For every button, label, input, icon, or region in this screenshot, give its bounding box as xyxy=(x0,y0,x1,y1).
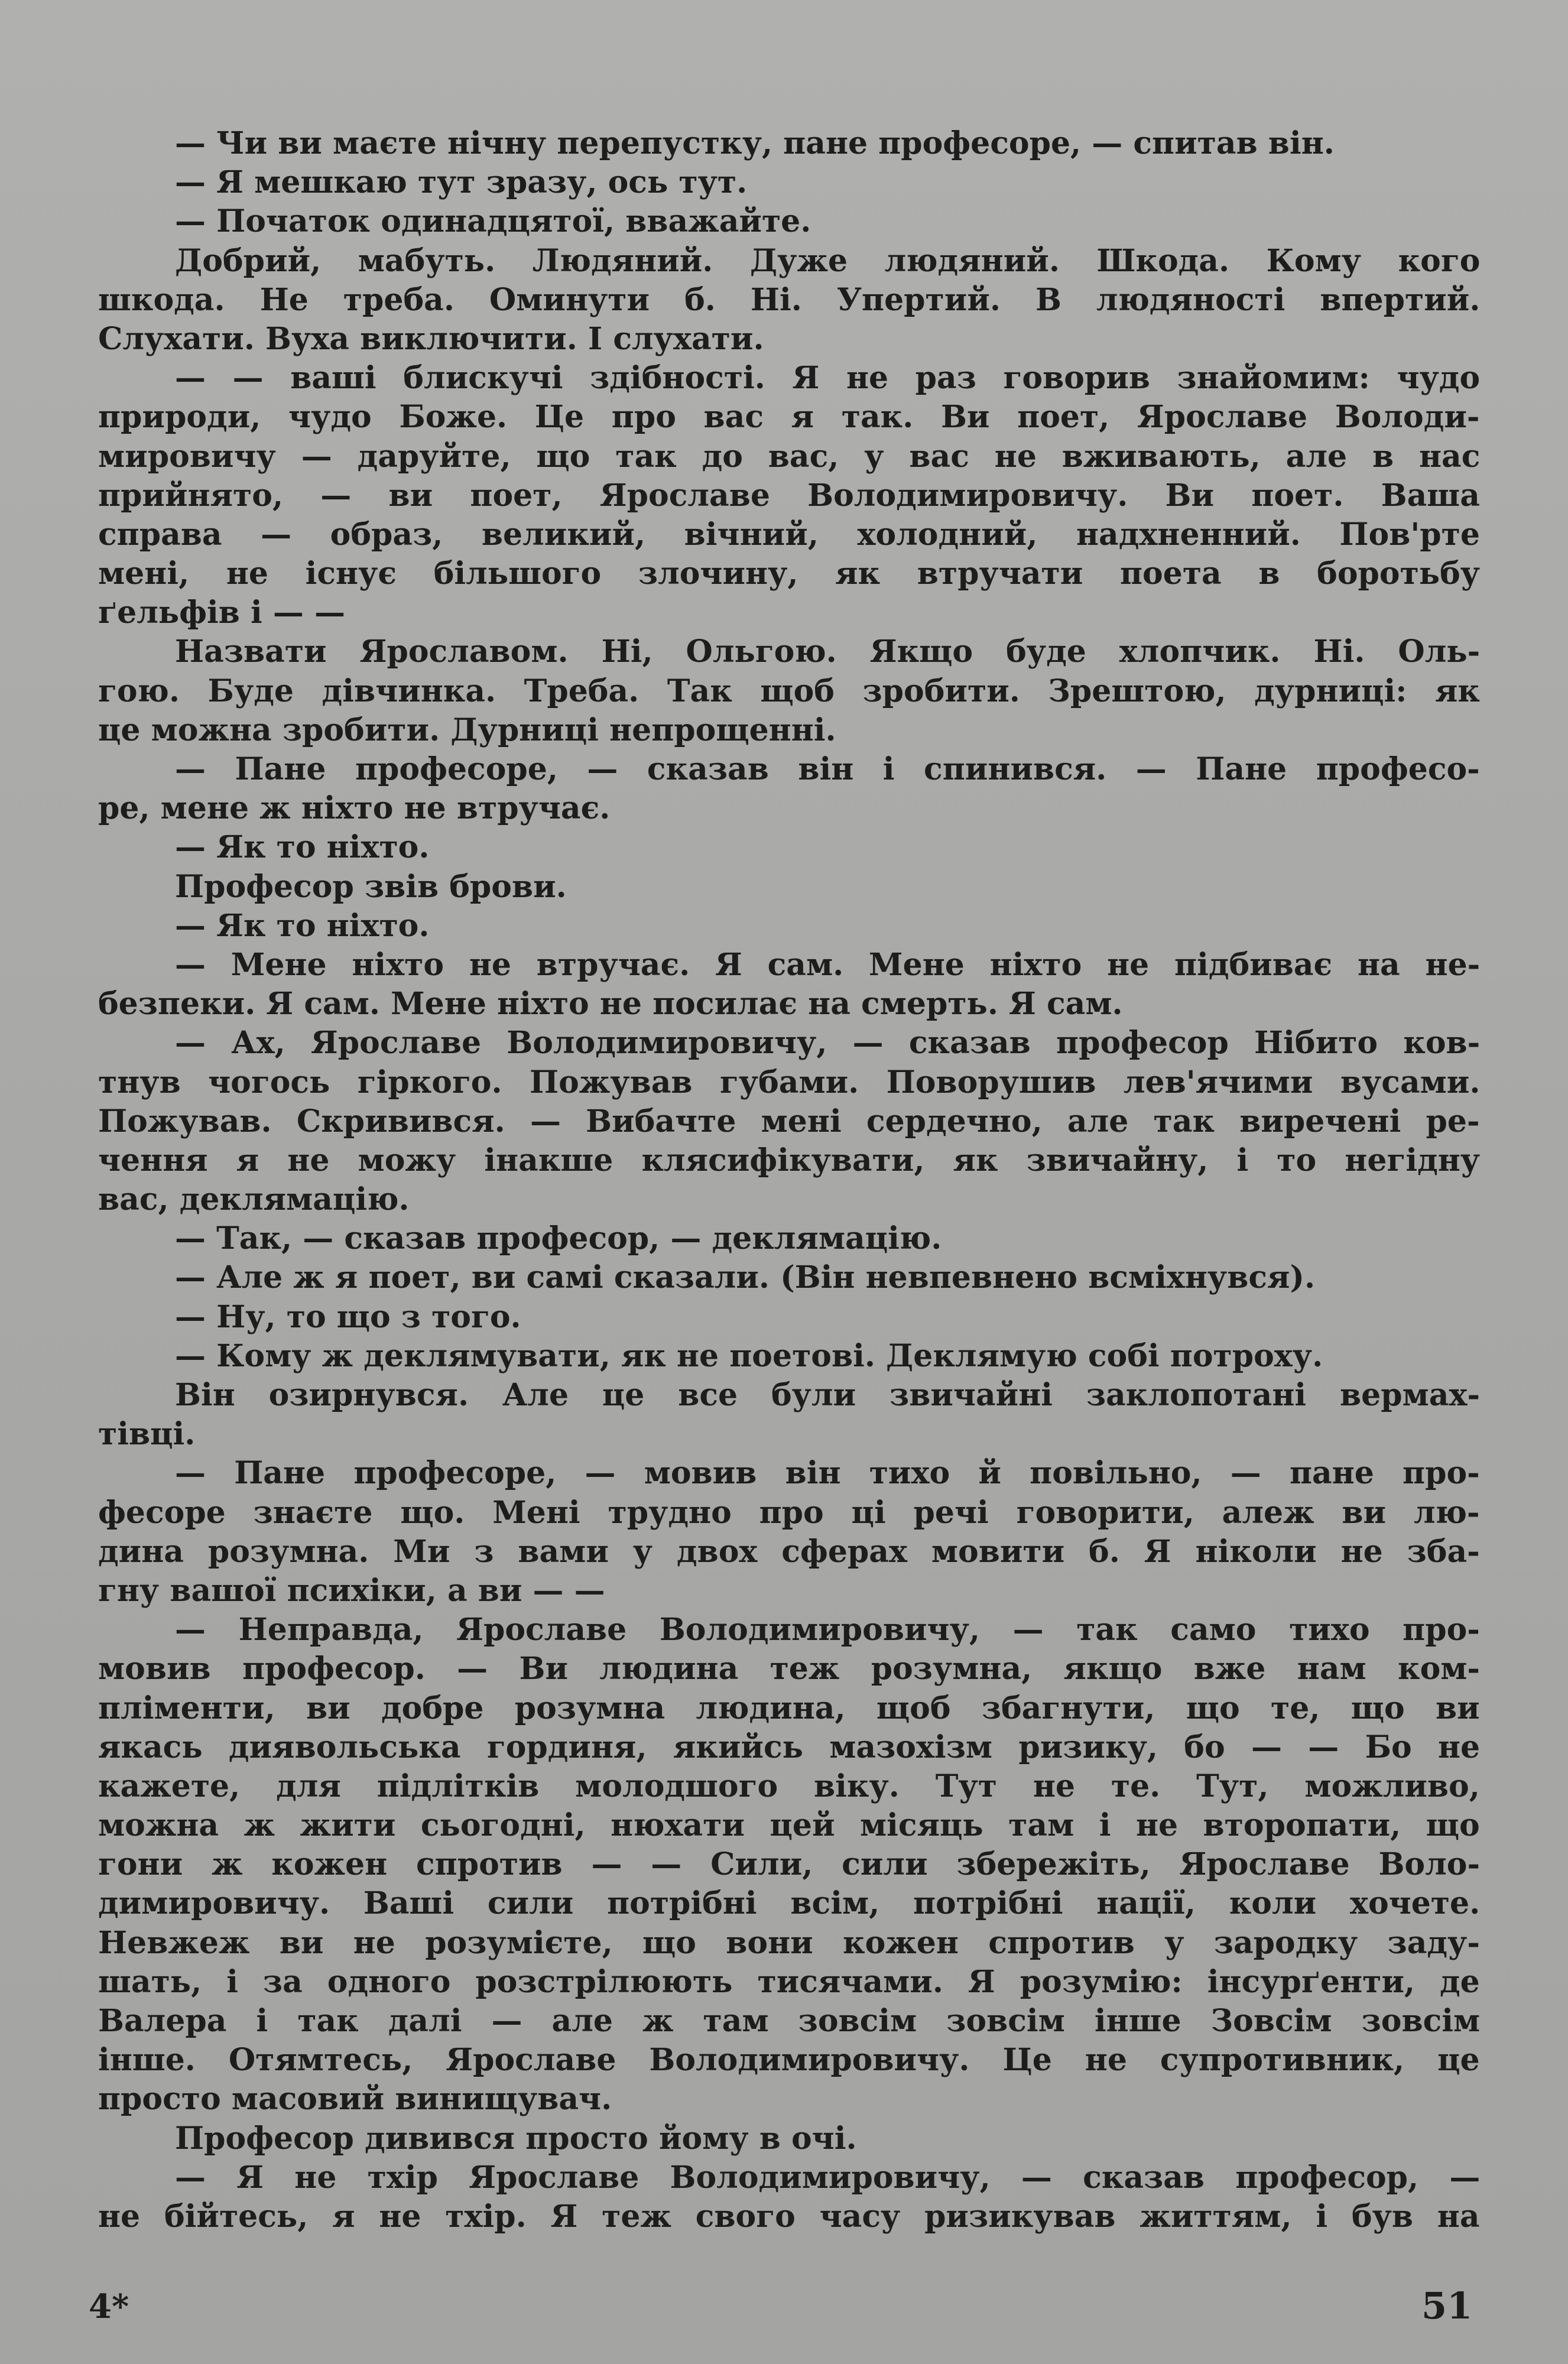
text-line: це можна зробити. Дурниці непрощенні. xyxy=(98,712,836,748)
text-line: можна ж жити сьогодні, нюхати цей місяць там і не второпати, що xyxy=(98,1807,1480,1844)
text-line: тівці. xyxy=(98,1416,196,1453)
text-line: Професор дивився просто йому в очі. xyxy=(175,2120,857,2157)
text-line: вас, деклямацію. xyxy=(98,1181,410,1218)
text-line: справа — образ, великий, вічний, холодний, надхненний. Пов'рте xyxy=(98,516,1480,553)
text-line: Він озирнувся. Але це все були звичайні заклопотані вермах- xyxy=(175,1377,1480,1413)
text-line: кажете, для підлітків молодшого віку. Тут не те. Тут, можливо, xyxy=(98,1768,1480,1804)
text-line: — Чи ви маєте нічну перепустку, пане професоре, — спитав він. xyxy=(175,125,1335,161)
text-line: — Неправда, Ярославе Володимировичу, — так само тихо про- xyxy=(175,1612,1480,1648)
text-line: ре, мене ж ніхто не втручає. xyxy=(98,790,611,827)
text-line: — Ну, то що з того. xyxy=(175,1298,521,1335)
text-line: димировичу. Ваші сили потрібні всім, потрібні нації, коли хочете. xyxy=(98,1885,1480,1922)
text-line: гою. Буде дівчинка. Треба. Так щоб зробити. Зрештою, дурниці: як xyxy=(98,673,1480,709)
text-line: прийнято, — ви поет, Ярославе Володимировичу. Ви поет. Ваша xyxy=(98,477,1480,514)
page-text xyxy=(98,124,1480,2236)
text-line: Валера і так далі — але ж там зовсім зовсім інше Зовсім зовсім xyxy=(98,2003,1480,2039)
text-line: Назвати Ярославом. Ні, Ольгою. Якщо буде хлопчик. Ні. Оль- xyxy=(175,634,1480,670)
text-line: не бійтесь, я не тхір. Я теж свого часу ризикував життям, і був на xyxy=(98,2198,1480,2235)
text-line: просто масовий винищувач. xyxy=(98,2081,612,2118)
text-line: мовив професор. — Ви людина теж розумна, якщо вже нам ком- xyxy=(98,1651,1480,1687)
text-line: — Так, — сказав професор, — деклямацію. xyxy=(175,1220,942,1257)
text-line: — Але ж я поет, ви самі сказали. (Він невпевнено всміхнувся). xyxy=(175,1259,1316,1296)
text-line: фесоре знаєте що. Мені трудно про ці речі говорити, алеж ви лю- xyxy=(98,1494,1480,1531)
text-line: — Кому ж деклямувати, як не поетові. Деклямую собі потроху. xyxy=(175,1337,1323,1374)
text-line: — Як то ніхто. xyxy=(175,907,430,944)
text-line: безпеки. Я сам. Мене ніхто не посилає на смерть. Я сам. xyxy=(98,986,1123,1022)
text-line: якась диявольська гординя, якийсь мазохізм ризику, бо — — Бо не xyxy=(98,1729,1480,1765)
text-line: гну вашої психіки, а ви — — xyxy=(98,1572,605,1609)
text-line: Невжеж ви не розумієте, що вони кожен спротив у зародку заду- xyxy=(98,1924,1480,1961)
text-line: — Пане професоре, — мовив він тихо й повільно, — пане про- xyxy=(175,1455,1480,1492)
text-line: — Пане професоре, — сказав він і спинився. — Пане професо- xyxy=(175,751,1480,787)
text-line: Пожував. Скривився. — Вибачте мені сердечно, але так виречені ре- xyxy=(98,1103,1480,1139)
text-line: — Ах, Ярославе Володимировичу, — сказав професор Нібито ков- xyxy=(175,1025,1480,1061)
text-line: шкода. Не треба. Оминути б. Ні. Упертий. В людяності впертий. xyxy=(98,281,1480,318)
page-number: 51 xyxy=(1421,2284,1473,2327)
text-line: пліменти, ви добре розумна людина, щоб збагнути, що те, що ви xyxy=(98,1690,1480,1726)
text-line: інше. Отямтесь, Ярославе Володимировичу. Це не супротивник, це xyxy=(98,2042,1480,2079)
text-line: ґельфів і — — xyxy=(98,595,346,631)
text-line: — Я не тхір Ярославе Володимировичу, — сказав професор, — xyxy=(175,2159,1480,2196)
text-line: гони ж кожен спротив — — Сили, сили збережіть, Ярославе Воло- xyxy=(98,1846,1480,1883)
text-line: — Я мешкаю тут зразу, ось тут. xyxy=(175,164,748,201)
text-line: Добрий, мабуть. Людяний. Дуже людяний. Шкода. Кому кого xyxy=(175,242,1480,279)
text-line: шать, і за одного розстрілюють тисячами. Я розумію: інсурґенти, де xyxy=(98,1963,1480,2000)
text-line: — Початок одинадцятої, вважайте. xyxy=(175,203,811,240)
text-line: Слухати. Вуха виключити. І слухати. xyxy=(98,320,764,357)
text-line: — — ваші блискучі здібності. Я не раз говорив знайомим: чудо xyxy=(175,360,1480,397)
text-line: мировичу — даруйте, що так до вас, у вас не вживають, але в нас xyxy=(98,438,1480,475)
text-line: мені, не існує більшого злочину, як втручати поета в боротьбу xyxy=(98,556,1480,592)
text-line: дина розумна. Ми з вами у двох сферах мовити б. Я ніколи не зба- xyxy=(98,1533,1480,1570)
printer-signature-mark: 4* xyxy=(89,2287,129,2326)
text-line: тнув чогось гіркого. Пожував губами. Поворушив лев'ячими вусами. xyxy=(98,1064,1480,1100)
text-line: чення я не можу інакше клясифікувати, як звичайну, і то негідну xyxy=(98,1142,1480,1178)
text-line: — Як то ніхто. xyxy=(175,829,430,866)
text-line: — Мене ніхто не втручає. Я сам. Мене ніхто не підбиває на не- xyxy=(175,946,1480,983)
text-line: природи, чудо Боже. Це про вас я так. Ви поет, Ярославе Володи- xyxy=(98,399,1480,436)
text-line: Професор звів брови. xyxy=(175,868,567,905)
